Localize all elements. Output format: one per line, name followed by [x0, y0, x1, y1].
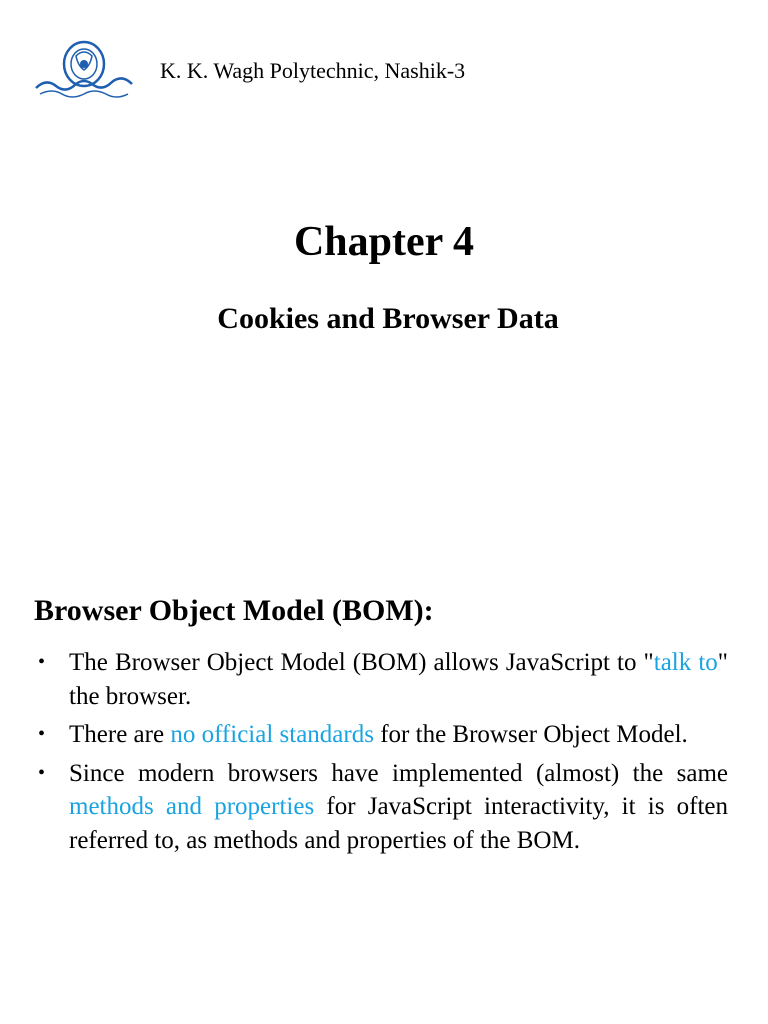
highlighted-text: talk to — [653, 649, 718, 676]
bullet-item: • The Browser Object Model (BOM) allows JavaScript to "talk to" the browser. — [34, 646, 728, 713]
chapter-subtitle: Cookies and Browser Data — [217, 302, 559, 335]
page-header — [32, 38, 732, 98]
bullet-icon: • — [38, 723, 46, 745]
bullet-list — [34, 646, 728, 862]
highlighted-text: no official standards — [170, 721, 374, 748]
section-heading: Browser Object Model (BOM): — [34, 594, 434, 627]
bullet-icon: • — [38, 761, 46, 784]
chapter-title: Chapter 4 — [293, 219, 475, 265]
bullet-item: • Since modern browsers have implemented (almost) the same methods and properties for JavaScript interactivity, it is often referred to, as methods and properties of the BOM. — [34, 757, 728, 858]
institution-emblem-icon — [32, 38, 136, 98]
bullet-icon: • — [38, 651, 46, 673]
highlighted-text: methods and properties — [69, 793, 315, 820]
institution-name: K. K. Wagh Polytechnic, Nashik-3 — [160, 58, 466, 83]
bullet-item: • There are no official standards for the Browser Object Model. — [34, 718, 728, 752]
